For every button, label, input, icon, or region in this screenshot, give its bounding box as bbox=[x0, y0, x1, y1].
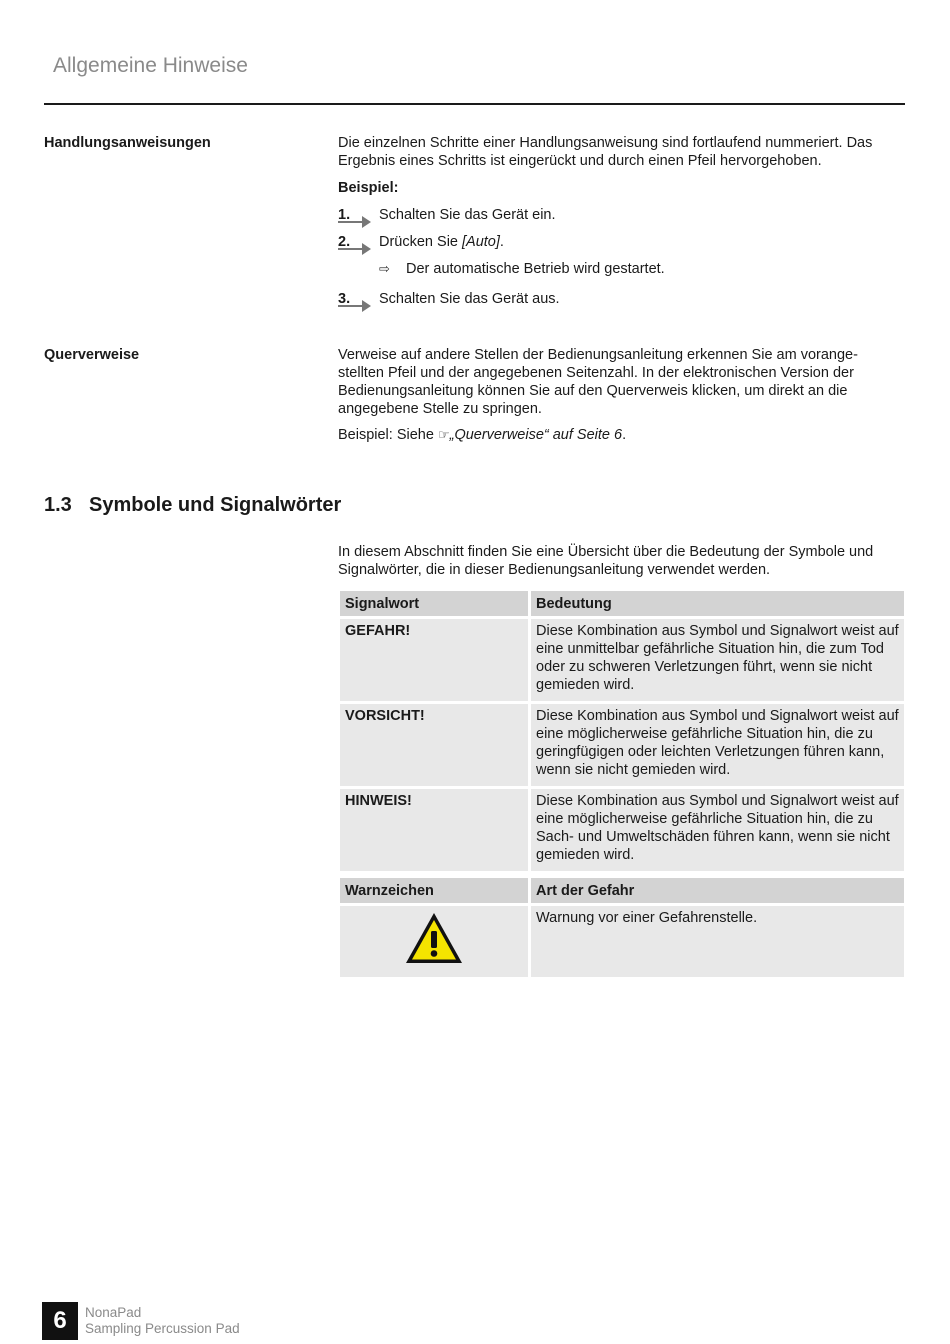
crossref-hand-icon: ☞ bbox=[437, 427, 450, 442]
step-1 bbox=[338, 206, 738, 228]
crossref-label: Querverweise bbox=[44, 347, 140, 363]
step-text: Schalten Sie das Gerät ein. bbox=[379, 207, 556, 223]
step-text-post: . bbox=[499, 234, 504, 250]
result-text: Der automatische Betrieb wird gestartet. bbox=[406, 261, 665, 277]
warning-triangle-icon bbox=[404, 911, 464, 965]
crossref-example-pre: Beispiel: Siehe bbox=[338, 427, 438, 443]
warning-sign-cell bbox=[340, 906, 528, 977]
crossref-line: Verweise auf andere Stellen der Bedienungsanleitung erkennen Sie am vorange- bbox=[338, 347, 858, 363]
crossref-example bbox=[338, 426, 905, 444]
table-row bbox=[340, 906, 904, 977]
warning-sign-table bbox=[337, 875, 907, 980]
crossref-line: stellten Pfeil und der angegebenen Seitenzahl. In der elektronischen Version der bbox=[338, 365, 854, 381]
crossref-link[interactable]: „Querverweise“ auf Seite 6 bbox=[449, 427, 623, 443]
footer-subtitle: Sampling Percussion Pad bbox=[85, 1321, 240, 1336]
step-arrow-icon bbox=[338, 243, 372, 257]
instructions-label: Handlungsanweisungen bbox=[44, 135, 211, 151]
table-header-warnzeichen: Warnzeichen bbox=[340, 878, 528, 903]
table-row bbox=[340, 789, 904, 871]
page-number: 6 bbox=[42, 1302, 78, 1340]
footer-product: NonaPad bbox=[85, 1305, 142, 1320]
signal-word-gefahr: GEFAHR! bbox=[340, 619, 528, 701]
signal-meaning: Diese Kombination aus Symbol und Signalwort weist auf eine möglicherweise gefährliche Situation hin, die zu geringfügigen oder leichten Verletzungen führen kann, wenn sie nicht gemieden wird. bbox=[531, 704, 904, 786]
section-intro: In diesem Abschnitt finden Sie eine Übersicht über die Bedeutung der Symbole und Signalwörter, die in dieser Bedienungsanleitung verwendet werden. bbox=[338, 544, 874, 578]
step-result bbox=[338, 260, 738, 282]
table-header-row bbox=[340, 591, 904, 616]
section-heading bbox=[44, 493, 341, 517]
step-arrow-icon bbox=[338, 216, 372, 230]
step-text bbox=[379, 233, 504, 251]
key-auto: [Auto] bbox=[462, 234, 500, 250]
crossref-text bbox=[338, 346, 905, 418]
step-2 bbox=[338, 233, 738, 255]
section-number: 1.3 bbox=[44, 494, 72, 516]
table-header-art-der-gefahr: Art der Gefahr bbox=[531, 878, 904, 903]
footer-text bbox=[85, 1305, 240, 1337]
table-header-signalwort: Signalwort bbox=[340, 591, 528, 616]
table-row bbox=[340, 619, 904, 701]
signal-word-table bbox=[337, 588, 907, 874]
signal-word-hinweis: HINWEIS! bbox=[340, 789, 528, 871]
step-text: Schalten Sie das Gerät aus. bbox=[379, 291, 560, 307]
signal-word-vorsicht: VORSICHT! bbox=[340, 704, 528, 786]
signal-meaning: Diese Kombination aus Symbol und Signalwort weist auf eine unmittelbar gefährliche Situation hin, die zum Tod oder zu schweren Verletzungen führt, wenn sie nicht gemieden wird. bbox=[531, 619, 904, 701]
crossref-example-post: . bbox=[622, 427, 627, 443]
table-header-bedeutung: Bedeutung bbox=[531, 591, 904, 616]
step-number: 1. bbox=[338, 207, 351, 223]
crossref-line: angegebene Stelle zu springen. bbox=[338, 401, 542, 417]
section-title: Symbole und Signalwörter bbox=[89, 494, 342, 516]
step-number: 3. bbox=[338, 291, 351, 307]
running-header: Allgemeine Hinweise bbox=[53, 54, 248, 77]
warning-meaning: Warnung vor einer Gefahrenstelle. bbox=[531, 906, 904, 977]
result-arrow-icon: ⇨ bbox=[379, 261, 390, 276]
step-3 bbox=[338, 290, 738, 312]
table-header-row bbox=[340, 878, 904, 903]
example-label: Beispiel: bbox=[338, 180, 399, 196]
crossref-line: Bedienungsanleitung können Sie auf den Querverweis klicken, um direkt an die bbox=[338, 383, 848, 399]
step-text-pre: Drücken Sie bbox=[379, 234, 463, 250]
instructions-intro: Die einzelnen Schritte einer Handlungsanweisung sind fortlaufend nummeriert. Das Ergebnis eines Schritts ist eingerückt und durch einen Pfeil hervorgehoben. bbox=[338, 135, 873, 169]
step-arrow-icon bbox=[338, 300, 372, 314]
header-rule bbox=[44, 103, 905, 105]
step-number: 2. bbox=[338, 234, 351, 250]
table-row bbox=[340, 704, 904, 786]
signal-meaning: Diese Kombination aus Symbol und Signalwort weist auf eine möglicherweise gefährliche Situation hin, die zu Sach- und Umweltschäden führen kann, wenn sie nicht gemieden wird. bbox=[531, 789, 904, 871]
